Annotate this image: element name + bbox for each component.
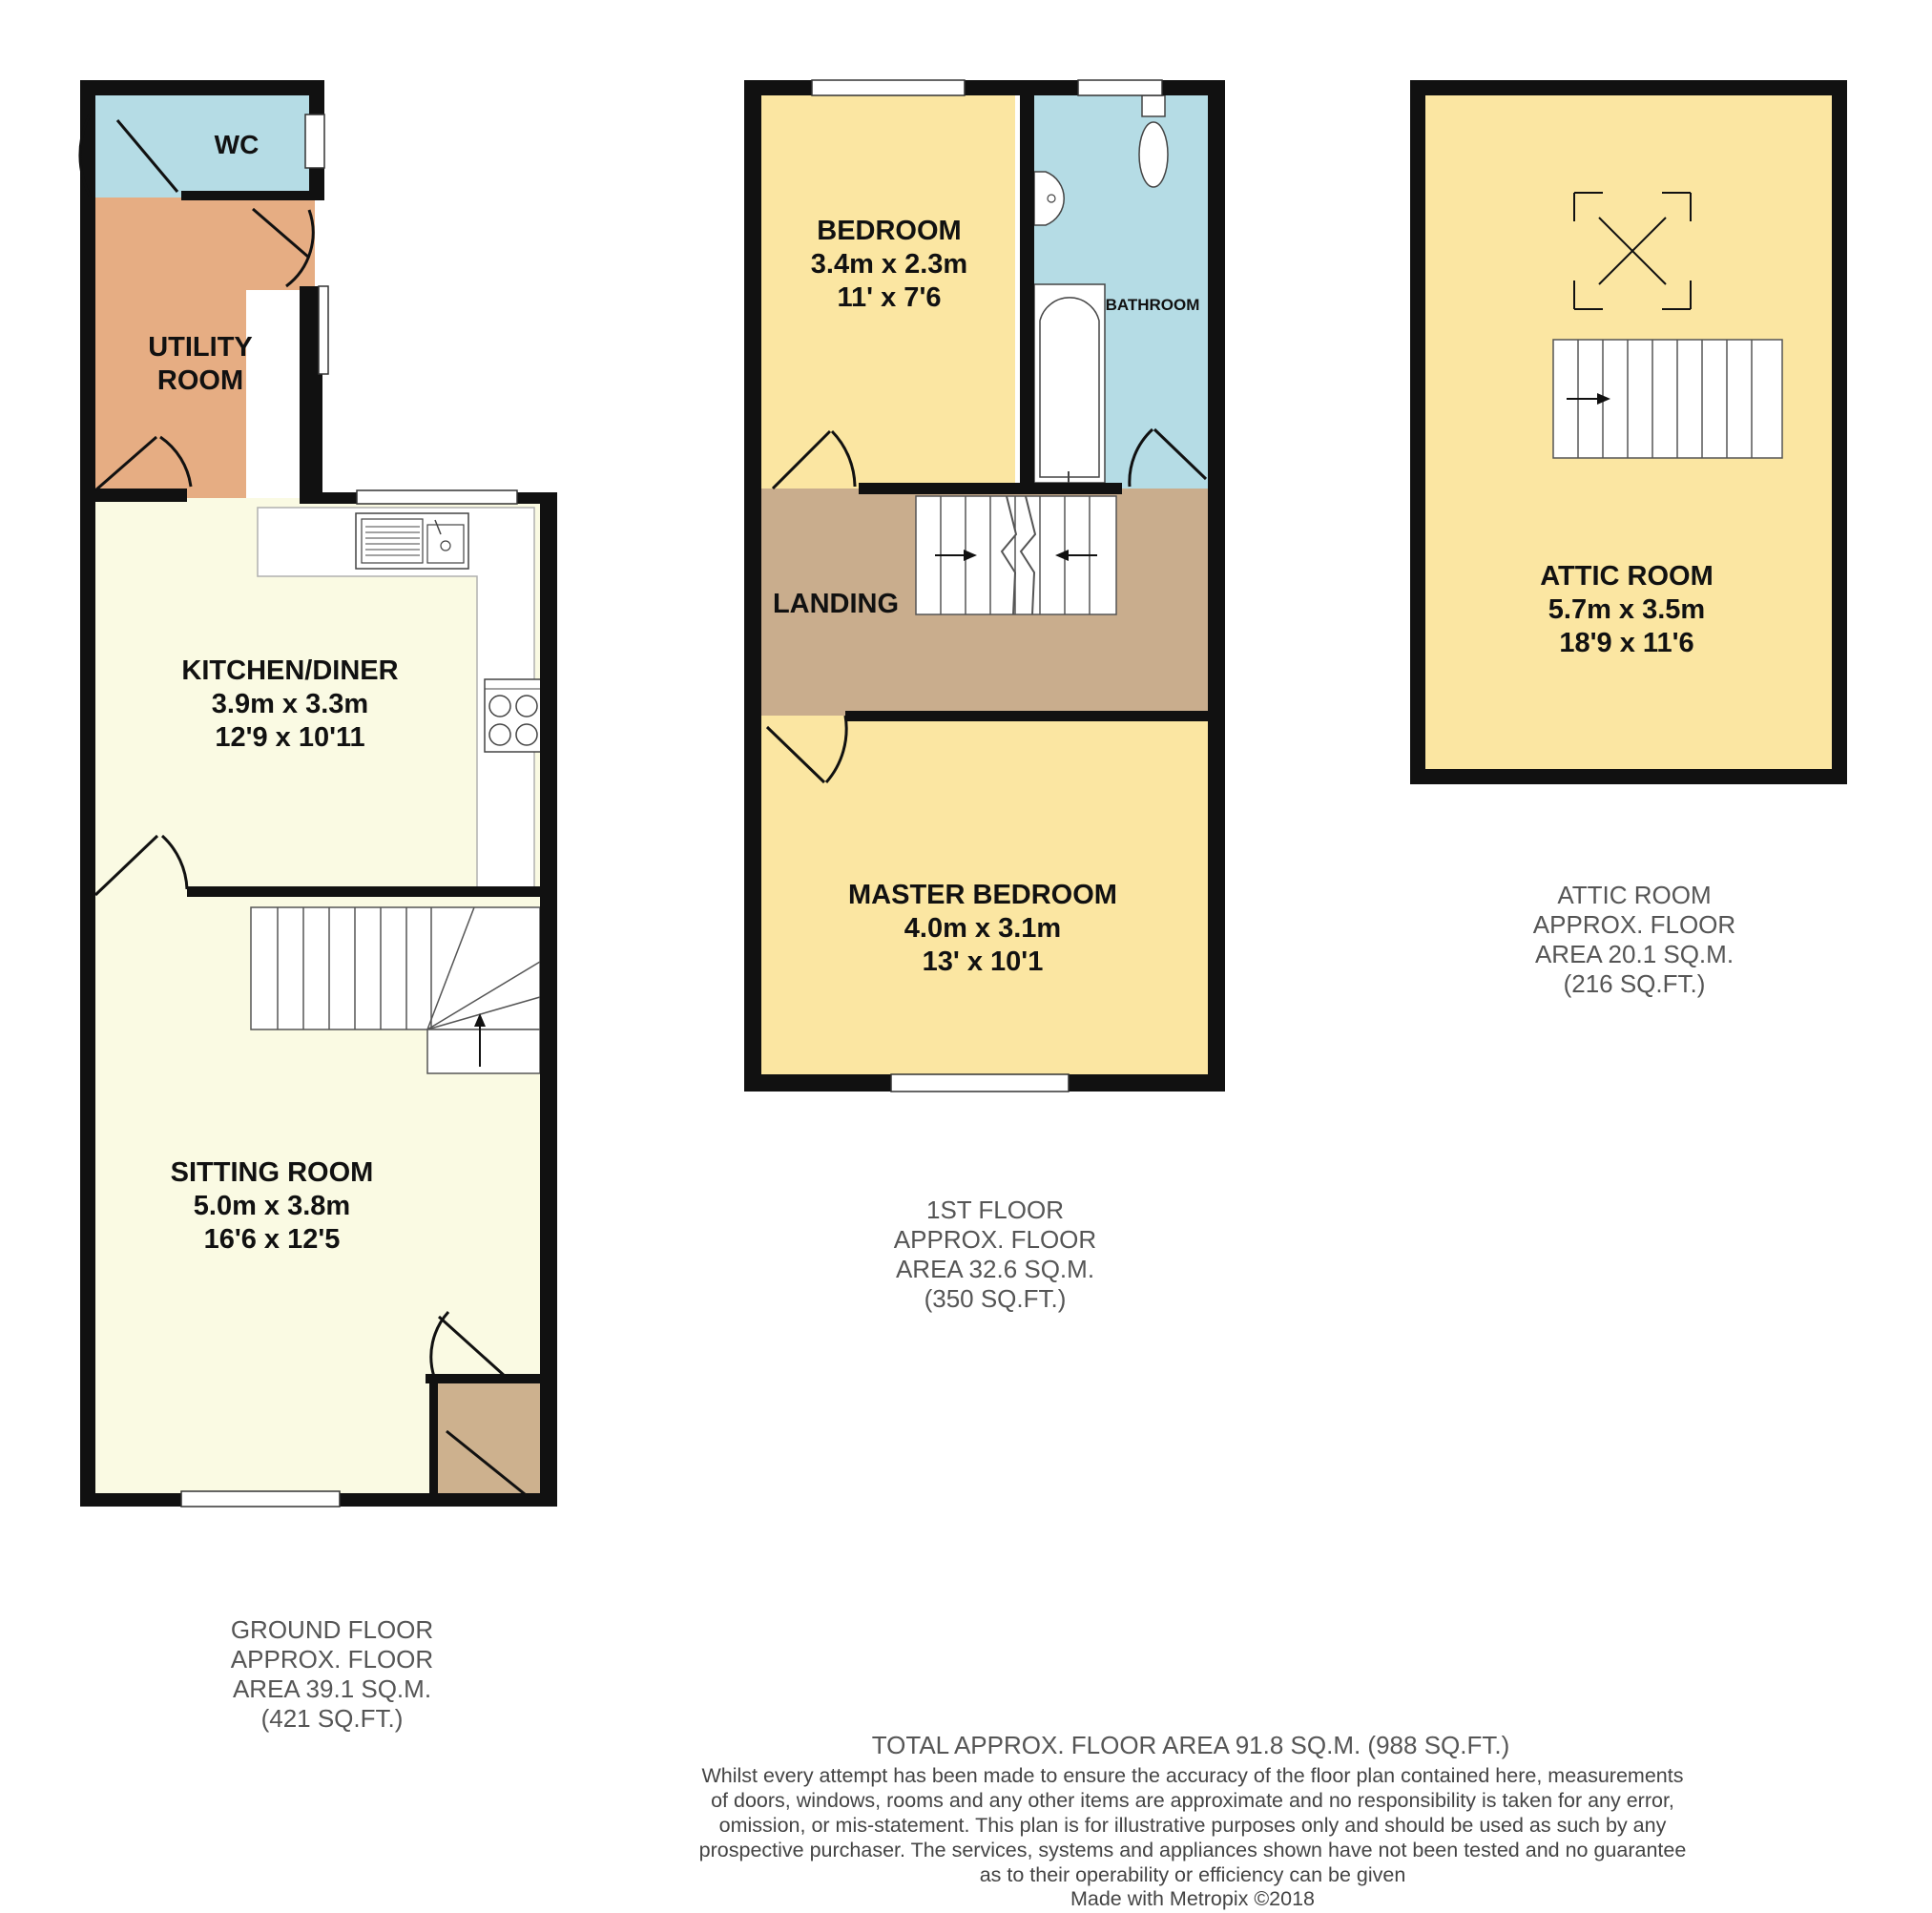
disclaimer-line1: Whilst every attempt has been made to ensure the accuracy of the floor plan contained here, measurements: [701, 1764, 1684, 1787]
utility-label-line1: UTILITY: [148, 332, 253, 363]
first-floor-summary: [894, 1196, 1096, 1313]
first-summary-line4: (350 SQ.FT.): [924, 1284, 1067, 1313]
disclaimer: [699, 1764, 1687, 1886]
attic-summary-line4: (216 SQ.FT.): [1563, 969, 1706, 998]
disclaimer-line4: prospective purchaser. The services, systems and appliances shown have not been tested and no guarantee: [698, 1839, 1687, 1861]
landing-staircase[interactable]: [916, 496, 1116, 614]
master-bedroom-imperial: 13' x 10'1: [922, 946, 1044, 977]
bedroom-imperial: 11' x 7'6: [837, 282, 942, 313]
disclaimer-line2: of doors, windows, rooms and any other items are approximate and no responsibility is taken for any error,: [711, 1789, 1674, 1812]
ground-floor-plan: [80, 80, 557, 1507]
attic-room-metric: 5.7m x 3.5m: [1548, 594, 1706, 625]
wc-window: [305, 114, 324, 168]
utility-passage: [246, 290, 300, 498]
attic-room-label: ATTIC ROOM: [1540, 561, 1714, 592]
disclaimer-line5: as to their operability or efficiency can be given: [979, 1863, 1406, 1886]
attic-room-imperial: 18'9 x 11'6: [1559, 628, 1694, 658]
attic-floor-summary: [1533, 881, 1735, 998]
hob-icon: [485, 679, 542, 752]
kitchen-window: [357, 490, 517, 504]
master-bedroom-metric: 4.0m x 3.1m: [904, 913, 1062, 944]
wc-floor: [84, 93, 309, 198]
utility-window: [319, 286, 328, 374]
kitchen-label: KITCHEN/DINER: [181, 655, 399, 686]
wc-label: WC: [214, 130, 260, 159]
sitting-metric: 5.0m x 3.8m: [193, 1191, 351, 1221]
attic-floor-plan: [1410, 80, 1847, 784]
first-summary-line3: AREA 32.6 SQ.M.: [895, 1255, 1095, 1283]
attic-summary-line1: ATTIC ROOM: [1557, 881, 1712, 909]
ground-summary-line1: GROUND FLOOR: [230, 1615, 434, 1644]
ground-summary-line2: APPROX. FLOOR: [230, 1645, 434, 1674]
attic-staircase[interactable]: [1553, 340, 1782, 458]
disclaimer-line3: omission, or mis-statement. This plan is for illustrative purposes only and should be used as such by any: [718, 1814, 1667, 1837]
bedroom-label: BEDROOM: [817, 216, 962, 246]
ground-summary-line4: (421 SQ.FT.): [260, 1704, 404, 1733]
utility-label-line2: ROOM: [156, 365, 244, 396]
bathroom-label: BATHROOM: [1105, 296, 1200, 314]
bathroom-window: [1078, 80, 1162, 95]
ground-floor-summary: [231, 1615, 433, 1733]
sitting-label: SITTING ROOM: [170, 1157, 374, 1188]
attic-summary-line2: APPROX. FLOOR: [1532, 910, 1736, 939]
sitting-window: [181, 1491, 340, 1507]
attic-summary-line3: AREA 20.1 SQ.M.: [1534, 940, 1735, 968]
toilet-icon: [1139, 95, 1168, 187]
landing-label: LANDING: [772, 589, 900, 619]
total-area: TOTAL APPROX. FLOOR AREA 91.8 SQ.M. (988 SQ.FT.): [871, 1731, 1510, 1759]
bedroom-window: [812, 80, 965, 95]
sitting-imperial: 16'6 x 12'5: [203, 1224, 341, 1255]
master-bedroom-label: MASTER BEDROOM: [848, 880, 1117, 910]
kitchen-metric: 3.9m x 3.3m: [211, 689, 369, 719]
first-summary-line2: APPROX. FLOOR: [893, 1225, 1097, 1254]
credit-line: Made with Metropix ©2018: [1070, 1887, 1316, 1910]
master-window: [891, 1074, 1069, 1092]
bath-icon: [1034, 284, 1105, 483]
kitchen-imperial: 12'9 x 10'11: [215, 722, 365, 753]
porch-floor: [434, 1383, 542, 1493]
sink-icon: [356, 513, 468, 569]
bedroom-metric: 3.4m x 2.3m: [810, 249, 968, 280]
ground-summary-line3: AREA 39.1 SQ.M.: [232, 1674, 432, 1703]
first-summary-line1: 1ST FLOOR: [925, 1196, 1065, 1224]
